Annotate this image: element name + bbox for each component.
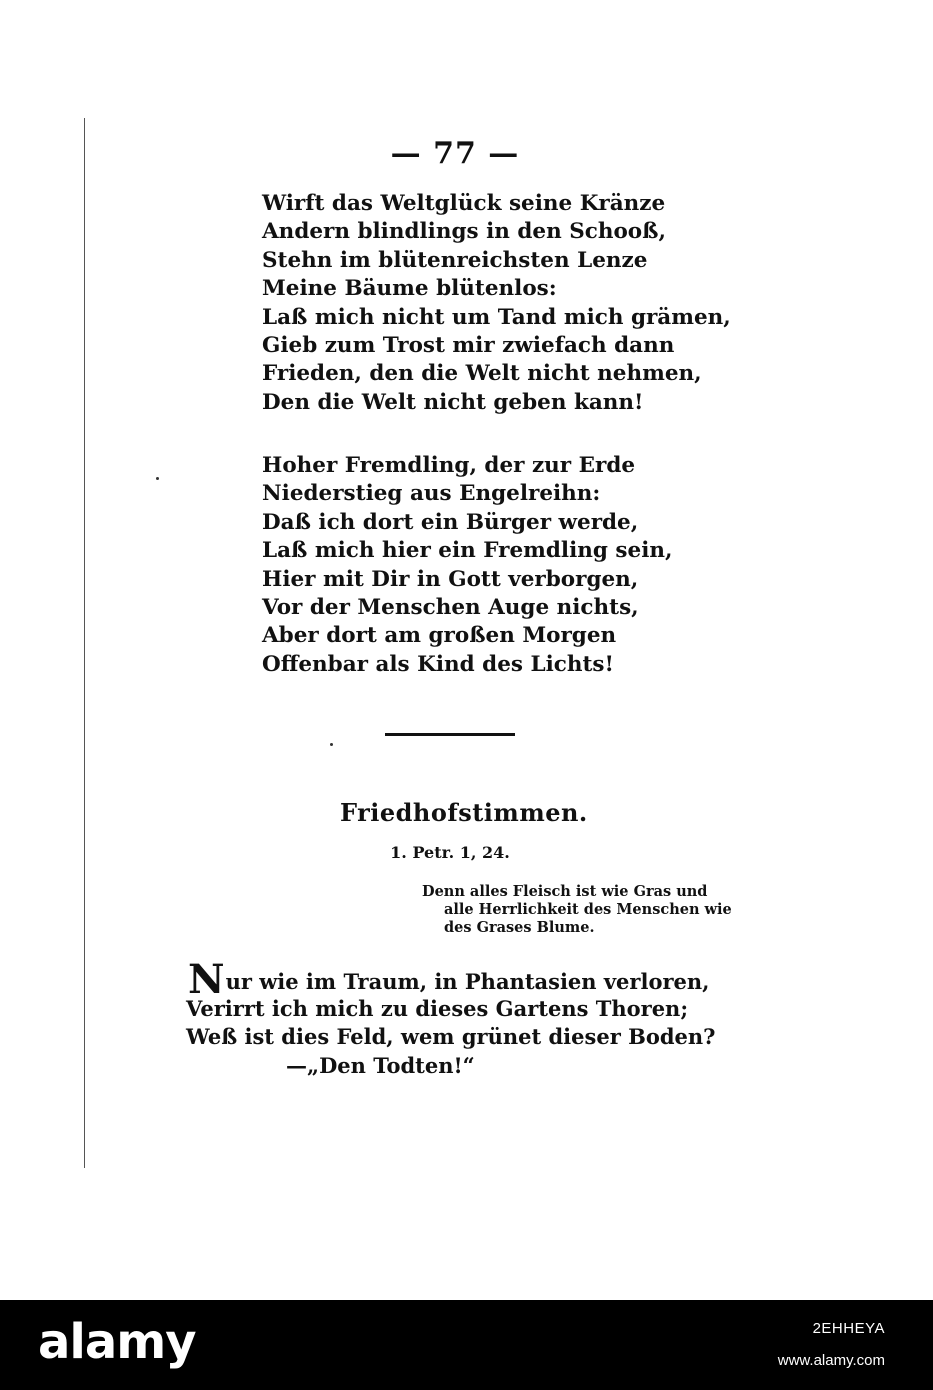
poem-title: Friedhofstimmen. bbox=[340, 798, 588, 827]
stanza-line: Gieb zum Trost mir zwiefach dann bbox=[262, 332, 675, 358]
stanza-line: Hier mit Dir in Gott verborgen, bbox=[262, 566, 639, 592]
verse-line: Weß ist dies Feld, wem grünet dieser Boden? bbox=[186, 1024, 716, 1049]
stanza-line: Aber dort am großen Morgen bbox=[262, 623, 617, 649]
stanza-2 bbox=[262, 452, 672, 679]
stanza-line: Den die Welt nicht geben kann! bbox=[262, 389, 644, 415]
opening-verse bbox=[186, 956, 716, 1080]
verse-line: Verirrt ich mich zu dieses Gartens Thoren; bbox=[186, 995, 689, 1021]
stanza-line: Hoher Fremdling, der zur Erde bbox=[262, 453, 636, 478]
epigraph bbox=[422, 883, 732, 937]
page-number: — 77 — bbox=[390, 136, 520, 171]
stanza-1 bbox=[262, 190, 731, 417]
epigraph-line: des Grases Blume. bbox=[444, 919, 595, 936]
section-divider bbox=[385, 733, 515, 736]
ink-speck bbox=[330, 743, 333, 746]
verse-line: —„Den Todten!“ bbox=[286, 1052, 475, 1078]
stock-watermark-bar bbox=[0, 1300, 933, 1390]
site-url: www.alamy.com bbox=[777, 1352, 885, 1369]
stanza-line: Laß mich nicht um Tand mich grämen, bbox=[262, 304, 731, 330]
ink-speck bbox=[156, 477, 159, 480]
stanza-line: Andern blindlings in den Schooß, bbox=[262, 219, 666, 245]
stanza-line: Laß mich hier ein Fremdling sein, bbox=[262, 538, 673, 564]
epigraph-line: Denn alles Fleisch ist wie Gras und bbox=[422, 883, 708, 900]
scan-edge-line bbox=[84, 118, 85, 1168]
verse-line bbox=[186, 956, 715, 1003]
bible-reference: 1. Petr. 1, 24. bbox=[390, 843, 510, 862]
stanza-line: Daß ich dort ein Bürger werde, bbox=[262, 509, 639, 535]
stanza-line: Frieden, den die Welt nicht nehmen, bbox=[262, 361, 702, 387]
image-id: 2EHHEYA bbox=[812, 1320, 885, 1337]
alamy-logo: alamy bbox=[38, 1314, 196, 1370]
stanza-line: Stehn im blütenreichsten Lenze bbox=[262, 247, 648, 273]
stanza-line: Niederstieg aus Engelreihn: bbox=[262, 481, 601, 507]
stanza-line: Meine Bäume blütenlos: bbox=[262, 276, 557, 302]
stanza-line: Wirft das Weltglück seine Kränze bbox=[262, 191, 666, 216]
verse-line-text: ur wie im Traum, in Phantasien verloren, bbox=[225, 969, 710, 994]
drop-cap: N bbox=[188, 956, 225, 1003]
stanza-line: Offenbar als Kind des Lichts! bbox=[262, 651, 614, 677]
epigraph-line: alle Herrlichkeit des Menschen wie bbox=[444, 901, 732, 918]
stanza-line: Vor der Menschen Auge nichts, bbox=[262, 594, 639, 620]
